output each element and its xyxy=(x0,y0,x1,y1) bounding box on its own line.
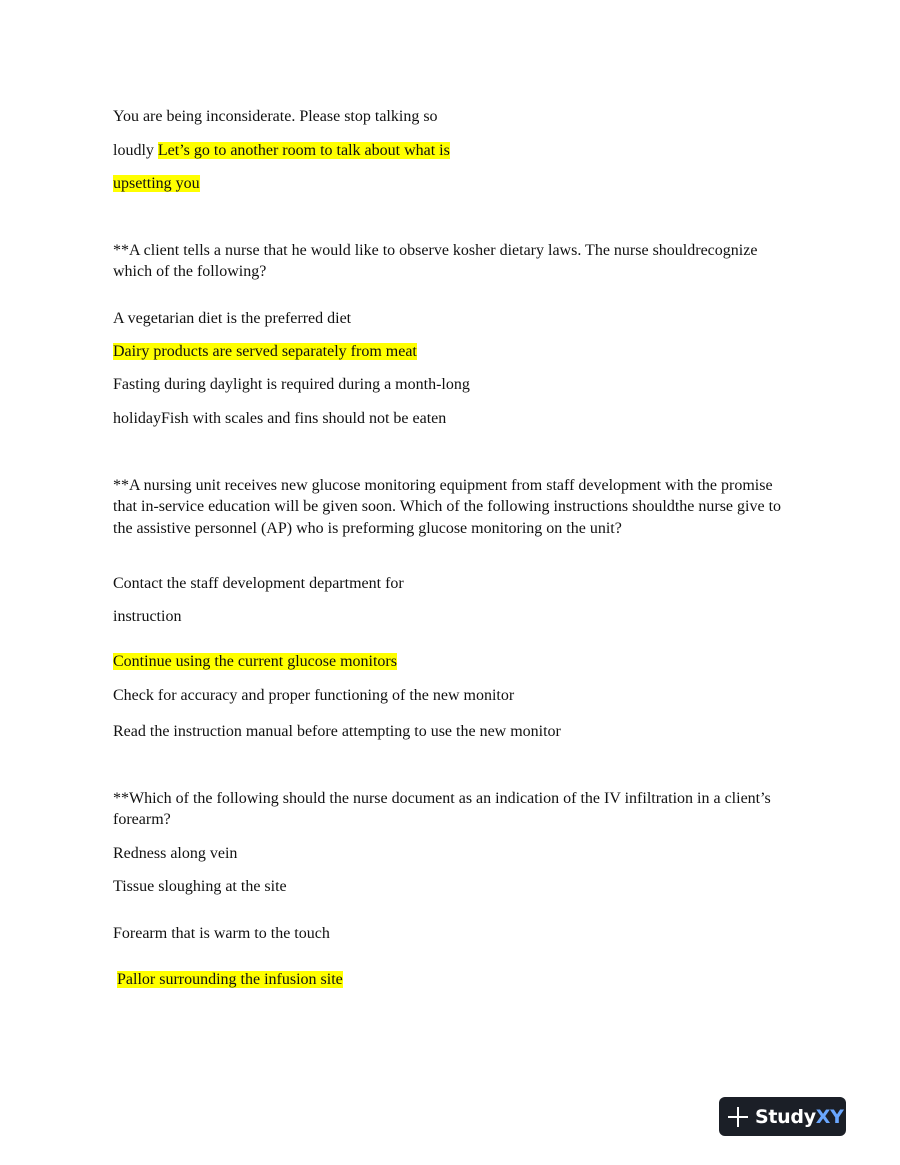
text-plain: loudly xyxy=(113,142,158,159)
question-text: **A client tells a nurse that he would like to observe kosher dietary laws. The nurse shouldrecognize which of the following? xyxy=(113,242,758,281)
answer-option: A vegetarian diet is the preferred diet xyxy=(113,310,352,327)
answer-option: Forearm that is warm to the touch xyxy=(113,925,330,942)
answer-option: Check for accuracy and proper functioning of the new monitor xyxy=(113,687,515,704)
question-text: **Which of the following should the nurse document as an indication of the IV infiltration in a client’s forearm? xyxy=(113,790,771,829)
highlighted-answer: upsetting you xyxy=(113,175,200,192)
answer-option: Read the instruction manual before attempting to use the new monitor xyxy=(113,723,561,740)
logo-text-main: Study xyxy=(755,1105,816,1128)
question-text: **A nursing unit receives new glucose monitoring equipment from staff development with the promise that in-service education will be given soon. Which of the following instructions shouldthe nurse give to the assistive personnel (AP) who is preforming glucose monitoring on the unit? xyxy=(113,477,782,537)
answer-option xyxy=(113,651,397,672)
answer-option: Redness along vein xyxy=(113,845,238,862)
answer-option: holidayFish with scales and fins should not be eaten xyxy=(113,410,447,427)
answer-option: Fasting during daylight is required during a month-long xyxy=(113,376,470,393)
highlighted-answer: Dairy products are served separately from meat xyxy=(113,343,417,360)
answer-option: instruction xyxy=(113,608,182,625)
text-line xyxy=(113,140,450,161)
answer-option: Tissue sloughing at the site xyxy=(113,878,287,895)
logo-text xyxy=(755,1106,844,1128)
text-line xyxy=(113,173,200,194)
answer-option: Contact the staff development department for xyxy=(113,575,404,592)
text-line: You are being inconsiderate. Please stop talking so xyxy=(113,108,438,125)
highlighted-answer: Let’s go to another room to talk about what is xyxy=(157,142,450,159)
answer-option xyxy=(117,969,343,990)
studyxy-logo xyxy=(719,1097,846,1136)
logo-text-accent: XY xyxy=(815,1105,844,1128)
answer-option xyxy=(113,341,417,362)
plus-icon xyxy=(727,1106,749,1128)
highlighted-answer: Pallor surrounding the infusion site xyxy=(117,971,343,988)
highlighted-answer: Continue using the current glucose monitors xyxy=(113,653,397,670)
